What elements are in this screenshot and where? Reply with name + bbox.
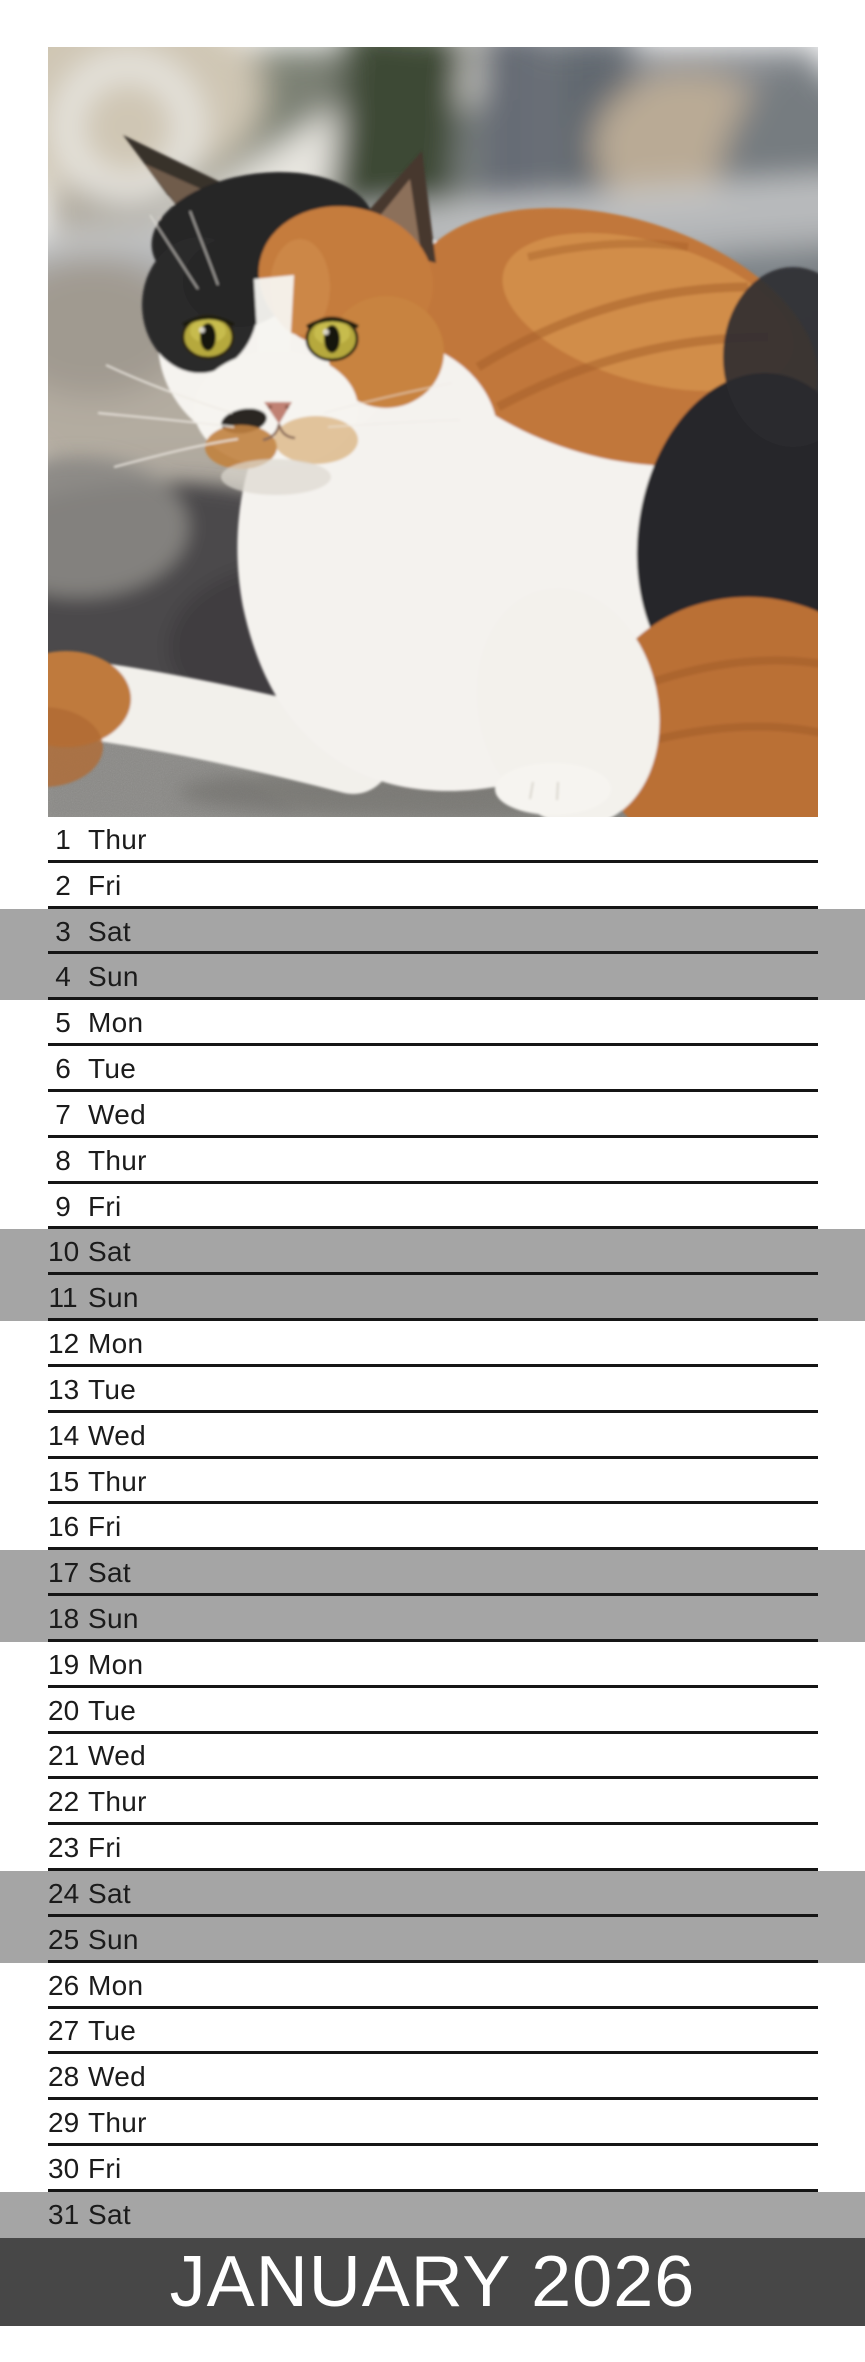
calendar-day-row: [0, 1596, 865, 1642]
calendar-day-row: [0, 954, 865, 1000]
day-number: 6: [55, 1053, 71, 1085]
calendar-day-row: [0, 1229, 865, 1275]
day-name: Sun: [88, 1282, 139, 1314]
calendar-day-row: [0, 1367, 865, 1413]
day-name: Sun: [88, 1602, 139, 1634]
day-number: 15: [48, 1465, 80, 1497]
day-name: Sat: [88, 1557, 131, 1589]
calendar-day-row: [0, 1779, 865, 1825]
calendar-day-row: [0, 1413, 865, 1459]
day-number: 27: [48, 2015, 80, 2047]
calendar-day-row: [0, 863, 865, 909]
day-number: 12: [48, 1328, 80, 1360]
day-number: 2: [55, 869, 71, 901]
day-number: 30: [48, 2152, 80, 2184]
day-name: Sat: [88, 915, 131, 947]
calendar-day-row: [0, 2054, 865, 2100]
month-title-bar: [0, 2238, 865, 2326]
day-name: Sat: [88, 1877, 131, 1909]
day-number: 19: [48, 1648, 80, 1680]
day-number: 3: [55, 915, 71, 947]
calendar-day-row: [0, 1963, 865, 2009]
calendar-day-row: [0, 1321, 865, 1367]
calendar-day-row: [0, 1275, 865, 1321]
day-number: 4: [55, 961, 71, 993]
day-name: Mon: [88, 1969, 144, 2001]
day-name: Mon: [88, 1328, 144, 1360]
day-name: Tue: [88, 1694, 137, 1726]
calendar-day-row: [0, 1000, 865, 1046]
day-name: Tue: [88, 1373, 137, 1405]
day-name: Sat: [88, 1236, 131, 1268]
day-name: Wed: [88, 1740, 146, 1772]
calendar-day-row: [0, 817, 865, 863]
calendar-day-row: [0, 1504, 865, 1550]
day-number: 16: [48, 1511, 80, 1543]
calendar-day-row: [0, 2100, 865, 2146]
calendar-day-row: [0, 1459, 865, 1505]
day-number: 24: [48, 1877, 80, 1909]
day-name: Wed: [88, 1419, 146, 1451]
day-name: Sat: [88, 2198, 131, 2230]
day-name: Thur: [88, 823, 147, 855]
day-name: Mon: [88, 1007, 144, 1039]
day-name: Thur: [88, 1465, 147, 1497]
day-name: Wed: [88, 2061, 146, 2093]
cat-photo: [48, 47, 818, 817]
day-number: 25: [48, 1923, 80, 1955]
day-name: Thur: [88, 1144, 147, 1176]
day-name: Thur: [88, 2107, 147, 2139]
day-number: 18: [48, 1602, 80, 1634]
day-number: 21: [48, 1740, 80, 1772]
calendar-day-row: [0, 909, 865, 955]
calendar-day-row: [0, 1825, 865, 1871]
day-name: Fri: [88, 1832, 122, 1864]
day-number: 26: [48, 1969, 80, 2001]
day-number: 8: [55, 1144, 71, 1176]
day-number: 10: [48, 1236, 80, 1268]
day-number: 14: [48, 1419, 80, 1451]
day-name: Tue: [88, 1053, 137, 1085]
day-number: 23: [48, 1832, 80, 1864]
day-name: Tue: [88, 2015, 137, 2047]
day-number: 28: [48, 2061, 80, 2093]
calendar-day-row: [0, 2192, 865, 2238]
day-name: Thur: [88, 1786, 147, 1818]
day-number: 1: [55, 823, 71, 855]
calendar-day-row: [0, 1550, 865, 1596]
day-number: 7: [55, 1098, 71, 1130]
day-number: 17: [48, 1557, 80, 1589]
day-name: Fri: [88, 869, 122, 901]
day-name: Wed: [88, 1098, 146, 1130]
month-title: JANUARY 2026: [169, 2242, 696, 2322]
day-name: Sun: [88, 961, 139, 993]
day-number: 5: [55, 1007, 71, 1039]
day-list: [0, 817, 865, 2238]
calendar-day-row: [0, 1092, 865, 1138]
calendar-day-row: [0, 1734, 865, 1780]
calendar-day-row: [0, 1688, 865, 1734]
day-number: 20: [48, 1694, 80, 1726]
day-number: 29: [48, 2107, 80, 2139]
day-name: Fri: [88, 2152, 122, 2184]
calendar-day-row: [0, 1046, 865, 1092]
day-number: 11: [48, 1282, 78, 1314]
day-name: Sun: [88, 1923, 139, 1955]
day-name: Fri: [88, 1511, 122, 1543]
calendar-day-row: [0, 1184, 865, 1230]
calendar-day-row: [0, 1138, 865, 1184]
calendar-day-row: [0, 1871, 865, 1917]
calendar-day-row: [0, 1917, 865, 1963]
day-number: 31: [48, 2198, 80, 2230]
day-name: Fri: [88, 1190, 122, 1222]
day-number: 13: [48, 1373, 80, 1405]
day-name: Mon: [88, 1648, 144, 1680]
day-number: 22: [48, 1786, 80, 1818]
day-number: 9: [55, 1190, 71, 1222]
calendar-day-row: [0, 2146, 865, 2192]
calendar-day-row: [0, 1642, 865, 1688]
calendar-day-row: [0, 2009, 865, 2055]
